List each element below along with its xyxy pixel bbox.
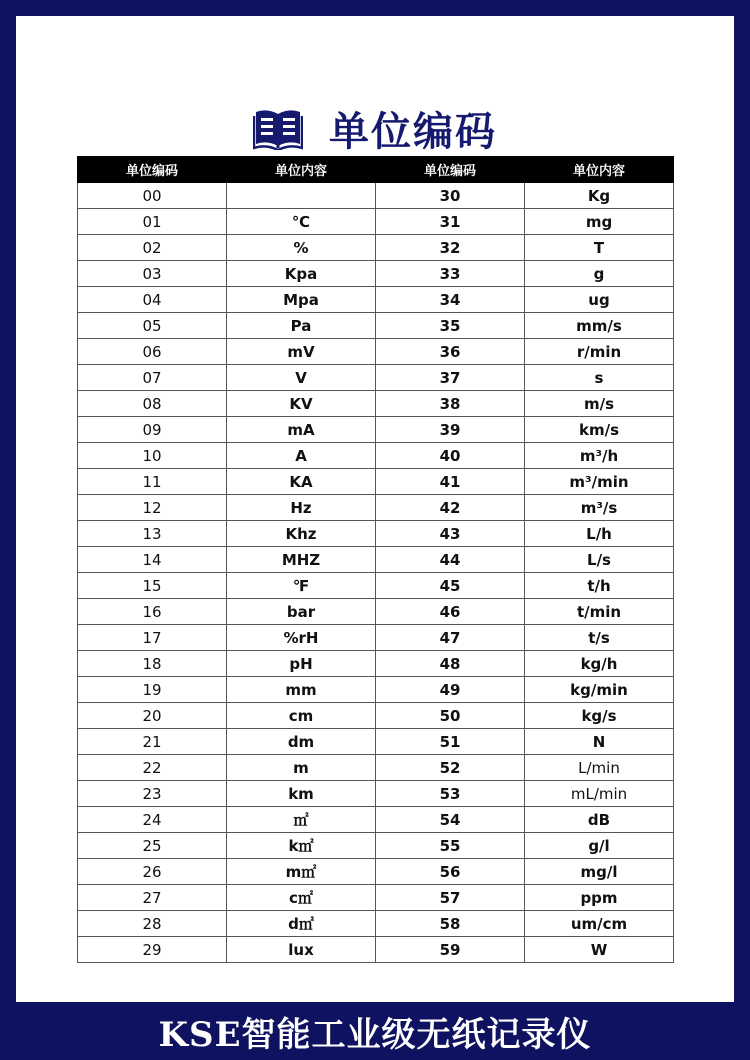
- unit-code-cell: 08: [78, 391, 227, 417]
- unit-content-cell: V: [227, 365, 376, 391]
- table-row: [78, 313, 674, 339]
- unit-content-cell: mm: [227, 677, 376, 703]
- unit-content-cell: %rH: [227, 625, 376, 651]
- unit-content-cell: t/s: [525, 625, 674, 651]
- unit-code-cell: 52: [376, 755, 525, 781]
- unit-code-cell: 23: [78, 781, 227, 807]
- table-row: [78, 495, 674, 521]
- table-row: [78, 677, 674, 703]
- table-row: [78, 859, 674, 885]
- unit-code-cell: 48: [376, 651, 525, 677]
- unit-code-cell: 42: [376, 495, 525, 521]
- unit-code-cell: 11: [78, 469, 227, 495]
- unit-content-cell: ppm: [525, 885, 674, 911]
- unit-content-cell: Khz: [227, 521, 376, 547]
- unit-content-cell: kg/s: [525, 703, 674, 729]
- table-row: [78, 651, 674, 677]
- unit-content-cell: kg/h: [525, 651, 674, 677]
- table-row: [78, 209, 674, 235]
- unit-content-cell: L/s: [525, 547, 674, 573]
- unit-code-cell: 58: [376, 911, 525, 937]
- unit-code-cell: 31: [376, 209, 525, 235]
- unit-code-cell: 39: [376, 417, 525, 443]
- table-header-row: [78, 157, 674, 183]
- unit-content-cell: km: [227, 781, 376, 807]
- table-row: [78, 417, 674, 443]
- unit-code-cell: 47: [376, 625, 525, 651]
- unit-content-cell: um/cm: [525, 911, 674, 937]
- unit-code-cell: 59: [376, 937, 525, 963]
- unit-code-cell: 17: [78, 625, 227, 651]
- column-header: 单位编码: [78, 157, 227, 183]
- footer-banner: [0, 1002, 750, 1060]
- unit-code-cell: 53: [376, 781, 525, 807]
- unit-content-cell: bar: [227, 599, 376, 625]
- column-header: 单位内容: [227, 157, 376, 183]
- unit-content-cell: Kg: [525, 183, 674, 209]
- unit-code-cell: 03: [78, 261, 227, 287]
- unit-code-cell: 51: [376, 729, 525, 755]
- unit-code-cell: 10: [78, 443, 227, 469]
- unit-content-cell: ℃: [227, 209, 376, 235]
- unit-code-cell: 49: [376, 677, 525, 703]
- unit-code-cell: 29: [78, 937, 227, 963]
- unit-content-cell: mg/l: [525, 859, 674, 885]
- table-row: [78, 781, 674, 807]
- unit-content-cell: m㎡: [227, 859, 376, 885]
- unit-content-cell: m³/s: [525, 495, 674, 521]
- unit-content-cell: m: [227, 755, 376, 781]
- unit-code-cell: 05: [78, 313, 227, 339]
- unit-content-cell: t/h: [525, 573, 674, 599]
- unit-code-cell: 56: [376, 859, 525, 885]
- page-title: 单位编码: [329, 108, 497, 155]
- table-row: [78, 469, 674, 495]
- unit-code-cell: 19: [78, 677, 227, 703]
- unit-code-cell: 07: [78, 365, 227, 391]
- unit-code-cell: 28: [78, 911, 227, 937]
- unit-content-cell: mg: [525, 209, 674, 235]
- unit-content-cell: kg/min: [525, 677, 674, 703]
- unit-content-cell: mV: [227, 339, 376, 365]
- table-row: [78, 625, 674, 651]
- unit-code-cell: 01: [78, 209, 227, 235]
- table-row: [78, 235, 674, 261]
- unit-code-cell: 36: [376, 339, 525, 365]
- unit-code-cell: 13: [78, 521, 227, 547]
- unit-code-cell: 57: [376, 885, 525, 911]
- unit-content-cell: k㎡: [227, 833, 376, 859]
- unit-code-cell: 33: [376, 261, 525, 287]
- unit-content-cell: r/min: [525, 339, 674, 365]
- unit-content-cell: mL/min: [525, 781, 674, 807]
- unit-code-cell: 18: [78, 651, 227, 677]
- unit-code-cell: 44: [376, 547, 525, 573]
- unit-content-cell: Mpa: [227, 287, 376, 313]
- unit-content-cell: T: [525, 235, 674, 261]
- unit-content-cell: KV: [227, 391, 376, 417]
- table-row: [78, 365, 674, 391]
- unit-content-cell: m³/h: [525, 443, 674, 469]
- unit-code-cell: 37: [376, 365, 525, 391]
- unit-code-cell: 50: [376, 703, 525, 729]
- unit-code-cell: 27: [78, 885, 227, 911]
- column-header: 单位编码: [376, 157, 525, 183]
- unit-content-cell: c㎡: [227, 885, 376, 911]
- table-row: [78, 937, 674, 963]
- unit-content-cell: W: [525, 937, 674, 963]
- unit-content-cell: dm: [227, 729, 376, 755]
- unit-code-cell: 26: [78, 859, 227, 885]
- book-icon: [253, 106, 303, 150]
- unit-code-cell: 00: [78, 183, 227, 209]
- table-row: [78, 599, 674, 625]
- table-row: [78, 547, 674, 573]
- unit-code-cell: 25: [78, 833, 227, 859]
- unit-content-cell: Hz: [227, 495, 376, 521]
- unit-code-cell: 43: [376, 521, 525, 547]
- table-row: [78, 391, 674, 417]
- unit-code-cell: 46: [376, 599, 525, 625]
- unit-content-cell: ㎡: [227, 807, 376, 833]
- unit-code-cell: 14: [78, 547, 227, 573]
- unit-code-cell: 54: [376, 807, 525, 833]
- unit-content-cell: d㎡: [227, 911, 376, 937]
- unit-content-cell: km/s: [525, 417, 674, 443]
- unit-code-cell: 16: [78, 599, 227, 625]
- unit-content-cell: ℉: [227, 573, 376, 599]
- unit-content-cell: MHZ: [227, 547, 376, 573]
- unit-code-cell: 32: [376, 235, 525, 261]
- unit-code-sheet: [16, 16, 734, 1002]
- unit-code-table: [77, 156, 674, 963]
- unit-code-cell: 40: [376, 443, 525, 469]
- unit-content-cell: m/s: [525, 391, 674, 417]
- unit-code-cell: 09: [78, 417, 227, 443]
- unit-code-cell: 04: [78, 287, 227, 313]
- unit-code-cell: 24: [78, 807, 227, 833]
- table-row: [78, 261, 674, 287]
- unit-content-cell: Kpa: [227, 261, 376, 287]
- table-row: [78, 573, 674, 599]
- table-row: [78, 183, 674, 209]
- unit-content-cell: lux: [227, 937, 376, 963]
- table-row: [78, 833, 674, 859]
- unit-code-cell: 21: [78, 729, 227, 755]
- column-header: 单位内容: [525, 157, 674, 183]
- table-row: [78, 703, 674, 729]
- unit-code-cell: 06: [78, 339, 227, 365]
- unit-code-cell: 12: [78, 495, 227, 521]
- unit-content-cell: s: [525, 365, 674, 391]
- unit-content-cell: pH: [227, 651, 376, 677]
- unit-content-cell: cm: [227, 703, 376, 729]
- unit-content-cell: mA: [227, 417, 376, 443]
- unit-code-cell: 38: [376, 391, 525, 417]
- unit-code-cell: 35: [376, 313, 525, 339]
- table-row: [78, 521, 674, 547]
- unit-code-cell: 41: [376, 469, 525, 495]
- unit-content-cell: N: [525, 729, 674, 755]
- unit-content-cell: Pa: [227, 313, 376, 339]
- unit-content-cell: KA: [227, 469, 376, 495]
- table-row: [78, 729, 674, 755]
- table-row: [78, 755, 674, 781]
- unit-code-cell: 55: [376, 833, 525, 859]
- unit-code-cell: 45: [376, 573, 525, 599]
- title-bar: [16, 100, 734, 156]
- unit-content-cell: t/min: [525, 599, 674, 625]
- unit-content-cell: ug: [525, 287, 674, 313]
- unit-code-cell: 22: [78, 755, 227, 781]
- unit-content-cell: %: [227, 235, 376, 261]
- unit-code-cell: 34: [376, 287, 525, 313]
- unit-content-cell: dB: [525, 807, 674, 833]
- unit-content-cell: A: [227, 443, 376, 469]
- unit-content-cell: [227, 183, 376, 209]
- table-row: [78, 287, 674, 313]
- table-row: [78, 885, 674, 911]
- unit-code-cell: 20: [78, 703, 227, 729]
- unit-code-cell: 02: [78, 235, 227, 261]
- table-row: [78, 339, 674, 365]
- unit-content-cell: mm/s: [525, 313, 674, 339]
- unit-content-cell: L/h: [525, 521, 674, 547]
- unit-content-cell: m³/min: [525, 469, 674, 495]
- unit-content-cell: L/min: [525, 755, 674, 781]
- unit-content-cell: g: [525, 261, 674, 287]
- unit-code-cell: 15: [78, 573, 227, 599]
- footer-text: KSE智能工业级无纸记录仪: [158, 1014, 592, 1055]
- table-row: [78, 807, 674, 833]
- table-row: [78, 911, 674, 937]
- unit-code-cell: 30: [376, 183, 525, 209]
- table-row: [78, 443, 674, 469]
- unit-content-cell: g/l: [525, 833, 674, 859]
